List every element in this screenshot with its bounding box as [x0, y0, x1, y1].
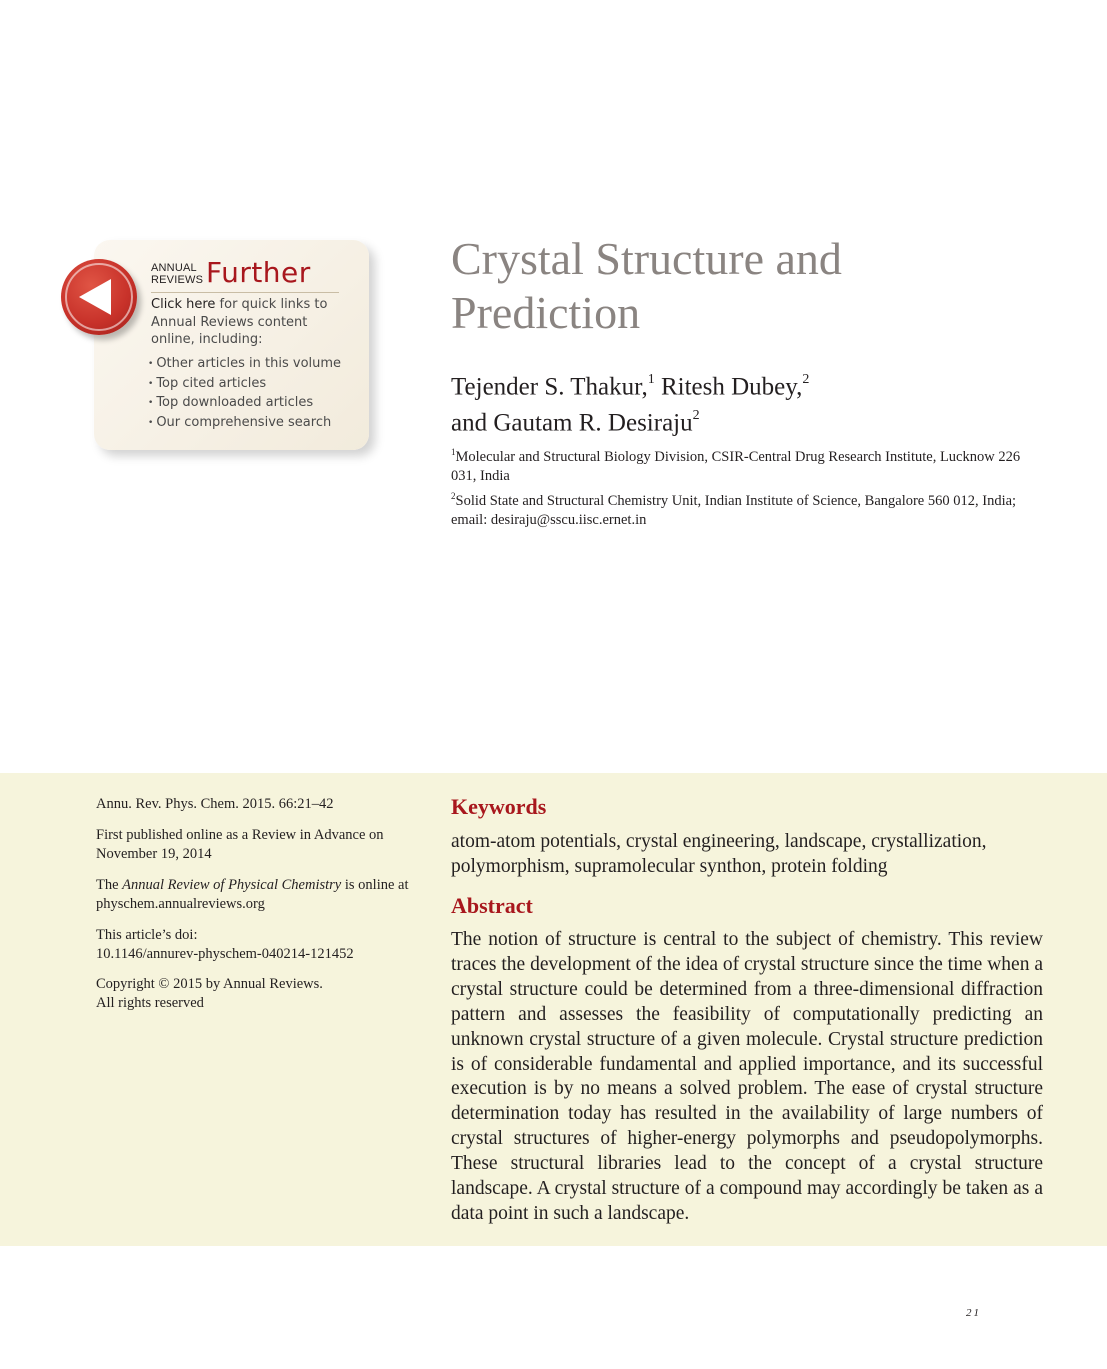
arrow-left-icon[interactable]	[61, 259, 137, 335]
doi-value[interactable]: 10.1146/annurev-physchem-040214-121452	[96, 946, 354, 962]
title-line2: Prediction	[451, 287, 641, 338]
affiliation-marker: 1	[451, 447, 456, 457]
author-name: Gautam R. Desiraju	[493, 409, 693, 437]
author-affil-marker: 2	[802, 372, 810, 387]
author-prefix: and	[451, 409, 494, 437]
copyright: Copyright © 2015 by Annual Reviews.	[96, 976, 323, 992]
further-description-text: for quick links to Annual Reviews content online, including:	[151, 297, 328, 347]
author-list	[451, 366, 1011, 439]
author-name: Tejender S. Thakur,	[451, 373, 648, 401]
affiliation	[451, 487, 1041, 530]
brand-line1: ANNUAL	[151, 262, 197, 274]
further-link-other-articles[interactable]: • Other articles in this volume	[148, 355, 341, 375]
doi-block	[96, 926, 426, 964]
further-divider	[151, 292, 339, 293]
further-description	[151, 296, 351, 349]
abstract-heading: Abstract	[451, 893, 533, 918]
further-link-top-cited[interactable]: • Top cited articles	[148, 375, 341, 395]
author-affil-marker: 1	[647, 372, 655, 387]
author-affil-marker: 2	[692, 408, 700, 424]
rights: All rights reserved	[96, 995, 204, 1011]
title-line1: Crystal Structure and	[451, 233, 842, 284]
copyright-block	[96, 975, 426, 1013]
journal-online-suffix: is online at physchem.annualreviews.org	[96, 877, 409, 912]
author-name: Ritesh Dubey,	[660, 373, 803, 401]
further-links-list	[148, 355, 341, 433]
journal-name: Annual Review of Physical Chemistry	[122, 877, 342, 893]
journal-online	[96, 876, 426, 914]
citation: Annu. Rev. Phys. Chem. 2015. 66:21–42	[96, 796, 334, 812]
further-link-search[interactable]: • Our comprehensive search	[148, 414, 341, 434]
doi-label: This article’s doi:	[96, 927, 198, 943]
affiliation	[451, 443, 1041, 486]
affiliation-text: Molecular and Structural Biology Division, CSIR-Central Drug Research Institute, Lucknow 226 031, India	[451, 448, 1021, 484]
click-here-link[interactable]: Click here	[151, 297, 216, 312]
affiliation-marker: 2	[451, 491, 456, 501]
page-number: 21	[966, 1307, 981, 1319]
further-title: Further	[206, 256, 311, 289]
publication-date: First published online as a Review in Advance on November 19, 2014	[96, 827, 384, 862]
further-link-top-downloaded[interactable]: • Top downloaded articles	[148, 394, 341, 414]
brand-line2: REVIEWS	[151, 274, 204, 286]
keywords-heading: Keywords	[451, 794, 547, 819]
journal-online-prefix: The	[96, 877, 123, 893]
keywords-text: atom-atom potentials, crystal engineering, landscape, crystallization, polymorphism, supramolecular synthon, protein folding	[451, 831, 987, 877]
article-title	[451, 232, 1011, 340]
annual-reviews-logo	[151, 262, 203, 286]
affiliation-text: Solid State and Structural Chemistry Unit, Indian Institute of Science, Bangalore 560 012, India; email: desiraju@sscu.iisc.ernet.in	[451, 492, 1017, 528]
abstract-text: The notion of structure is central to the subject of chemistry. This review traces the development of the idea of crystal structure since the time when a crystal structure could be determined from a three-dimensional diffraction pattern and assesses the feasibility of computationally predicting an unknown crystal structure of a given molecule. Crystal structure prediction is of considerable fundamental and applied importance, and its successful execution is by no means a solved problem. The ease of crystal structure determination today has resulted in the availability of large numbers of crystal structures of higher-energy polymorphs and pseudopolymorphs. These structural libraries lead to the concept of a crystal structure landscape. A crystal structure of a compound may accordingly be taken as a data point in such a landscape.	[451, 929, 1043, 1224]
